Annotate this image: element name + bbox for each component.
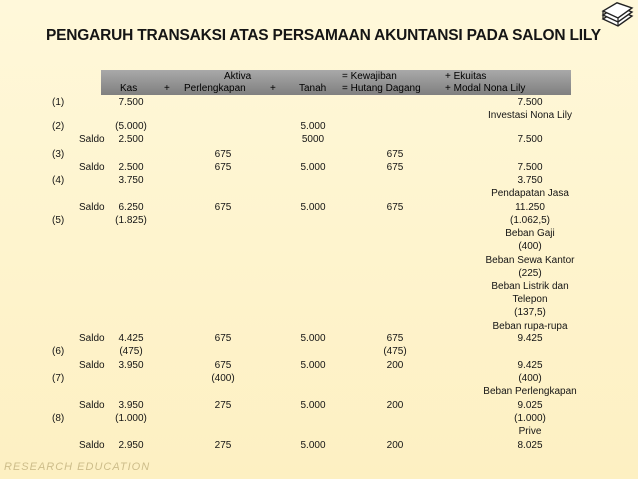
kas-cell: 6.250 bbox=[118, 202, 144, 213]
ekuitas-cell: Prive bbox=[518, 426, 542, 438]
ekuitas-cell: Beban Sewa Kantor bbox=[485, 254, 575, 266]
saldo-label: Saldo bbox=[79, 333, 105, 344]
kas-cell: 3.750 bbox=[118, 175, 144, 186]
perlengkapan-cell: 675 bbox=[214, 333, 232, 344]
kas-cell: 2.950 bbox=[118, 440, 144, 451]
ekuitas-cell: 11.250 bbox=[515, 202, 545, 213]
ekuitas-cell: 9.425 bbox=[517, 360, 543, 371]
tanah-cell: 5.000 bbox=[300, 121, 326, 132]
hutang-dagang-cell: (475) bbox=[383, 346, 407, 357]
perlengkapan-cell: 275 bbox=[214, 400, 232, 411]
header-plus-1: + bbox=[164, 83, 170, 94]
ekuitas-cell: (400) bbox=[518, 241, 542, 253]
tanah-cell: 5.000 bbox=[300, 333, 326, 344]
book-icon bbox=[600, 2, 634, 28]
kas-cell: (1.000) bbox=[115, 413, 147, 424]
kas-cell: 3.950 bbox=[118, 360, 144, 371]
transaction-number: (8) bbox=[52, 413, 65, 424]
ekuitas-cell: Telepon bbox=[512, 294, 548, 306]
transaction-number: (6) bbox=[52, 346, 65, 357]
perlengkapan-cell: (400) bbox=[211, 373, 235, 384]
footer-watermark: RESEARCH EDUCATION bbox=[4, 461, 151, 473]
ekuitas-cell: Pendapatan Jasa bbox=[491, 188, 569, 200]
saldo-label: Saldo bbox=[79, 360, 105, 371]
kas-cell: 2.500 bbox=[118, 162, 144, 173]
hutang-dagang-cell: 675 bbox=[386, 149, 404, 160]
transaction-number: (5) bbox=[52, 215, 65, 226]
ekuitas-cell: 3.750 bbox=[517, 175, 543, 186]
ekuitas-cell: 9.425 bbox=[517, 333, 543, 344]
ekuitas-cell: Beban Perlengkapan bbox=[483, 386, 577, 398]
tanah-cell: 5.000 bbox=[300, 202, 326, 213]
ekuitas-cell: 9.025 bbox=[517, 400, 543, 411]
saldo-label: Saldo bbox=[79, 134, 105, 145]
tanah-cell: 5.000 bbox=[300, 440, 326, 451]
tanah-cell: 5.000 bbox=[300, 400, 326, 411]
kas-cell: (5.000) bbox=[115, 121, 147, 132]
kas-cell: (1.825) bbox=[115, 215, 147, 226]
ekuitas-cell: 7.500 bbox=[517, 162, 543, 173]
saldo-label: Saldo bbox=[79, 440, 105, 451]
tanah-cell: 5.000 bbox=[300, 360, 326, 371]
transaction-number: (4) bbox=[52, 175, 65, 186]
perlengkapan-cell: 675 bbox=[214, 149, 232, 160]
kas-cell: 4.425 bbox=[118, 333, 144, 344]
ekuitas-cell: 8.025 bbox=[517, 440, 543, 451]
ekuitas-cell: (1.000) bbox=[514, 413, 546, 424]
header-tanah: Tanah bbox=[299, 83, 327, 94]
ekuitas-cell: (1.062,5) bbox=[509, 215, 551, 226]
header-ekuitas: + Ekuitas bbox=[445, 71, 487, 82]
saldo-label: Saldo bbox=[79, 400, 105, 411]
hutang-dagang-cell: 200 bbox=[386, 360, 404, 371]
kas-cell: 2.500 bbox=[118, 134, 144, 145]
hutang-dagang-cell: 675 bbox=[386, 162, 404, 173]
ekuitas-cell: (225) bbox=[518, 267, 542, 279]
perlengkapan-cell: 675 bbox=[214, 202, 232, 213]
hutang-dagang-cell: 675 bbox=[386, 202, 404, 213]
perlengkapan-cell: 675 bbox=[214, 360, 232, 371]
ekuitas-cell: Beban Gaji bbox=[505, 228, 555, 240]
transaction-number: (1) bbox=[52, 97, 65, 108]
ekuitas-cell: (400) bbox=[518, 373, 542, 384]
header-perlengkapan: Perlengkapan bbox=[184, 83, 246, 94]
perlengkapan-cell: 675 bbox=[214, 162, 232, 173]
ekuitas-cell: Investasi Nona Lily bbox=[488, 110, 572, 122]
ekuitas-cell: 7.500 bbox=[517, 97, 543, 108]
hutang-dagang-cell: 200 bbox=[386, 440, 404, 451]
header-kas: Kas bbox=[120, 83, 138, 94]
ekuitas-cell: Beban rupa-rupa bbox=[492, 320, 568, 332]
header-modal: + Modal Nona Lily bbox=[445, 83, 526, 94]
page-title: PENGARUH TRANSAKSI ATAS PERSAMAAN AKUNTANSI PADA SALON LILY bbox=[46, 27, 601, 44]
saldo-label: Saldo bbox=[79, 202, 105, 213]
header-aktiva: Aktiva bbox=[224, 71, 252, 82]
ekuitas-cell: 7.500 bbox=[517, 134, 543, 145]
ekuitas-cell: Beban Listrik dan bbox=[491, 281, 569, 292]
tanah-cell: 5000 bbox=[301, 134, 325, 145]
saldo-label: Saldo bbox=[79, 162, 105, 173]
transaction-number: (7) bbox=[52, 373, 65, 384]
ekuitas-cell: (137,5) bbox=[514, 307, 546, 319]
header-kewajiban: = Kewajiban bbox=[342, 71, 397, 82]
perlengkapan-cell: 275 bbox=[214, 440, 232, 451]
header-plus-2: + bbox=[270, 83, 276, 94]
hutang-dagang-cell: 200 bbox=[386, 400, 404, 411]
tanah-cell: 5.000 bbox=[300, 162, 326, 173]
kas-cell: 3.950 bbox=[118, 400, 144, 411]
kas-cell: (475) bbox=[119, 346, 143, 357]
kas-cell: 7.500 bbox=[118, 97, 144, 108]
transaction-number: (3) bbox=[52, 149, 65, 160]
hutang-dagang-cell: 675 bbox=[386, 333, 404, 344]
header-hutang-dagang: = Hutang Dagang bbox=[342, 83, 421, 94]
transaction-number: (2) bbox=[52, 121, 65, 132]
